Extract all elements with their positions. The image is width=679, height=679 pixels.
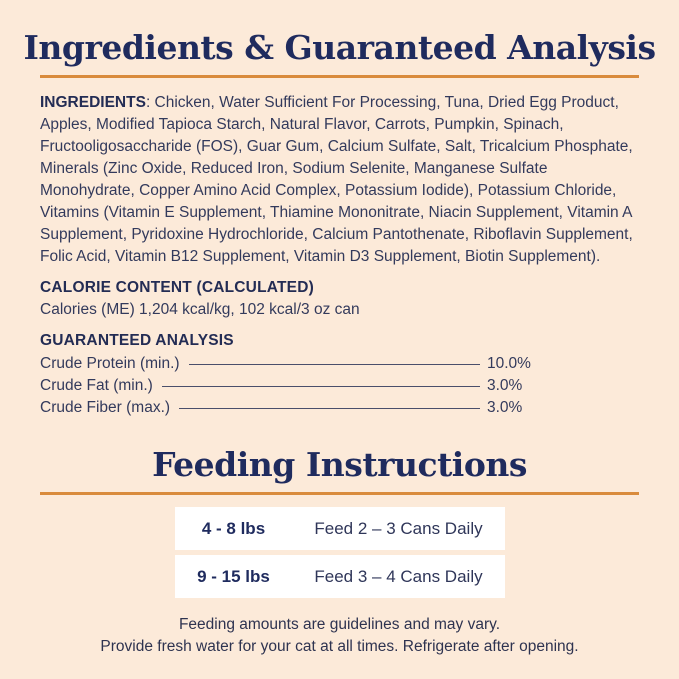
leader-line xyxy=(179,408,480,409)
calorie-content-value: Calories (ME) 1,204 kcal/kg, 102 kcal/3 oz can xyxy=(40,301,360,318)
analysis-row-crude-protein xyxy=(40,353,535,375)
analysis-value: 3.0% xyxy=(487,399,523,416)
feeding-guidelines-note xyxy=(0,614,679,658)
orange-divider-top xyxy=(40,75,639,78)
analysis-value: 10.0% xyxy=(487,355,531,372)
ingredients-list-text: : Chicken, Water Sufficient For Processing, Tuna, Dried Egg Product, Apples, Modified Tapioca Starch, Natural Flavor, Carrots, Pumpkin, Spinach, Fructooligosaccharide (FOS), Guar Gum, Calcium Sulfate, Salt, Tricalcium Phosphate, Minerals (Zinc Oxide, Reduced Iron, Sodium Selenite, Manganese Sulfate Monohydrate, Copper Amino Acid Complex, Potassium Iodide), Potassium Chloride, Vitamins (Vitamin E Supplement, Thiamine Mononitrate, Niacin Supplement, Vitamin A Supplement, Pyridoxine Hydrochloride, Calcium Pantothenate, Riboflavin Supplement, Folic Acid, Vitamin B12 Supplement, Vitamin D3 Supplement, Biotin Supplement). xyxy=(40,94,633,265)
analysis-row-crude-fiber xyxy=(40,397,535,419)
analysis-label: Crude Fiber (max.) xyxy=(40,399,171,416)
ingredients-paragraph xyxy=(40,92,639,268)
feeding-row-large-cat xyxy=(175,555,505,598)
feeding-table xyxy=(0,507,679,598)
feed-amount-label: Feed 2 – 3 Cans Daily xyxy=(314,518,483,538)
note-line-2: Provide fresh water for your cat at all times. Refrigerate after opening. xyxy=(100,638,579,655)
ingredients-label: INGREDIENTS xyxy=(40,94,146,111)
feeding-row-small-cat xyxy=(175,507,505,550)
leader-line xyxy=(189,364,480,365)
analysis-value: 3.0% xyxy=(487,377,523,394)
feeding-instructions-title: Feeding Instructions xyxy=(152,445,527,484)
note-line-1: Feeding amounts are guidelines and may vary. xyxy=(178,616,501,633)
analysis-row-crude-fat xyxy=(40,375,535,397)
calorie-content-heading: CALORIE CONTENT (CALCULATED) xyxy=(40,279,314,296)
weight-range-label: 4 - 8 lbs xyxy=(201,518,266,538)
ingredients-section-title: Ingredients & Guaranteed Analysis xyxy=(23,28,656,67)
guaranteed-analysis-table xyxy=(0,353,679,419)
analysis-label: Crude Fat (min.) xyxy=(40,377,153,394)
analysis-label: Crude Protein (min.) xyxy=(40,355,180,372)
orange-divider-bottom xyxy=(40,492,639,495)
guaranteed-analysis-heading: GUARANTEED ANALYSIS xyxy=(40,332,234,349)
leader-line xyxy=(162,386,480,387)
weight-range-label: 9 - 15 lbs xyxy=(197,566,270,586)
feed-amount-label: Feed 3 – 4 Cans Daily xyxy=(314,566,483,586)
